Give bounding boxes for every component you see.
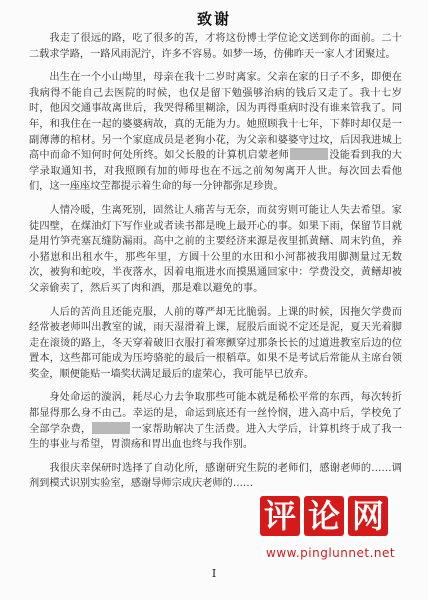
watermark-logo xyxy=(256,496,426,596)
page-title: 致谢 xyxy=(196,10,231,28)
watermark-char: 论 xyxy=(304,496,344,536)
paragraph: 人后的苦尚且还能克服，人前的尊严却无比脆弱。上课的时候，因拖欠学费而经常被老师叫出教室的诚，雨天湿滑着上课，屁股后面说不定还是泥，夏天光着脚走在滚烫的路上，冬天穿着破旧衣服打着寒颤穿过那条长长的过道进教室后边的位置本，这些都可能成为压垮骆驼的最后一根稻草。如果不是考试后常能从主席台领奖金，顺便能贴一墙奖状满足最后的虚荣心，我可能早已放弃。 xyxy=(29,306,402,380)
watermark-chars xyxy=(260,496,388,536)
watermark-url: www.pinglunnet.net xyxy=(262,546,399,560)
body-text xyxy=(29,31,402,500)
paragraph: 我很庆幸保研时选择了自动化所，感谢研究生院的老师们，感谢老师的……调剂到模式识别实验室，感谢导师宗成庆老师的…… xyxy=(29,462,402,490)
paragraph: 人情冷暖，生离死别，固然让人痛苦与无奈，而贫穷则可能让人失去希望。家徒四壁，在煤油灯下写作业或者读书都是晚上最开心的事。如果下雨，保留节目就是用竹笋壳塞瓦缝防漏雨。高中之前的主要经济来源是夜里抓黄鳝、周末钓鱼，养小猪崽和出租水牛，那些年里，方圆十公里的水田和小河都被我用脚测量过无数次，被狗和蛇咬，半夜落水，因着电瓶进水而摸黑通回家中：学费没交，黄鳝却被父亲偷卖了，然后买了肉和酒，那是难以避免的事。 xyxy=(29,204,402,294)
paragraph: 我走了很远的路，吃了很多的苦，才将这份博士学位论文送到你的面前。二十二载求学路，一路风雨泥泞，许多不容易。如梦一场，仿佛昨天一家人才团聚过。 xyxy=(29,33,402,60)
redacted-name xyxy=(290,148,328,160)
watermark-char: 评 xyxy=(260,496,300,536)
page-number: I xyxy=(211,567,217,580)
redacted-name xyxy=(92,422,130,434)
paragraph: 出生在一个小山坳里，母亲在我十二岁时离家。父亲在家的日子不多，即便在我病得不能自己去医院的时候，也仅是留下勉强够治病的钱后又走了。我十七岁时，他因交通事故离世后，我哭得稀里糊涂，因为再得重病时没有谁来管我了。同年，和我住在一起的婆婆病故，真的无能为力。她照顾我十七年，下葬时却仅是一副薄薄的棺材。另一个家庭成员是老狗小花，为父亲和婆婆守过坟，后因我进城上高中而命不知何时何处所终。如父长般的计算机启蒙老师 没能看到我的大学录取通知书，对我照顾有加的师母也在不远之前匆匆离开人世。每次回去看他们，这一座座坟茔都提示着生命的每一分钟都弥足珍贵。 xyxy=(29,72,402,193)
watermark-char: 网 xyxy=(348,496,388,536)
paragraph: 身处命运的漩涡，耗尽心力去争取那些可能本就是稀松平常的东西，每次转折都显得那么身不由己。幸运的是，命运到底还有一丝怜悯，进入高中后，学校免了全部学杂费， 一家帮助解决了生活费。进入大学后，计算机终于成了我一生的事业与希望，胃溃疡和胃出血也终与我作别。 xyxy=(29,392,402,451)
